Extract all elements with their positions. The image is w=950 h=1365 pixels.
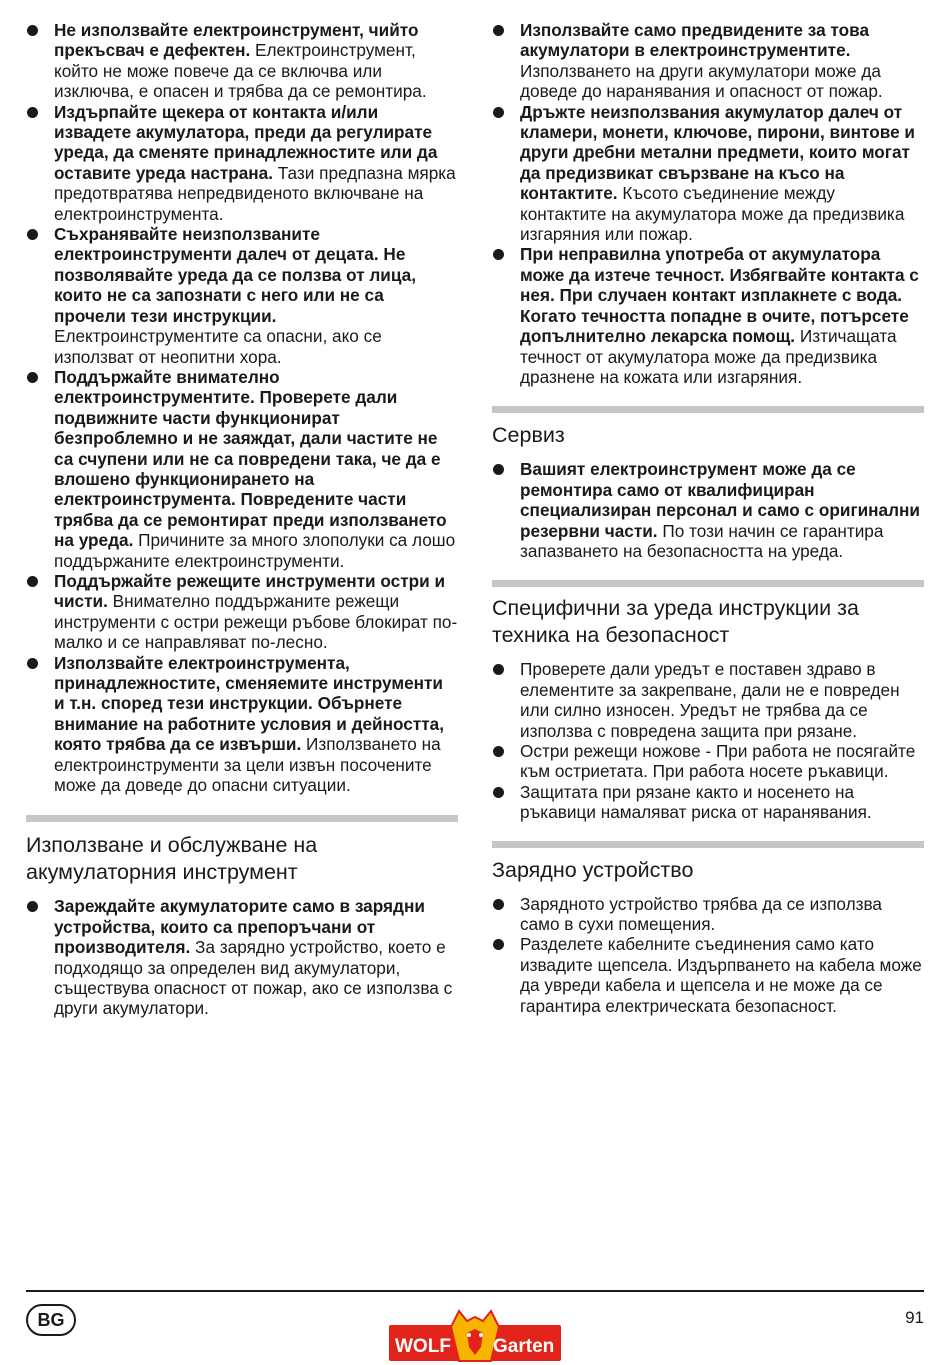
language-badge: BG xyxy=(26,1304,76,1336)
left-bullet-list xyxy=(26,20,458,795)
list-item: Зарядното устройство трябва да се използва само в сухи помещения. xyxy=(492,894,924,935)
bullet-icon xyxy=(493,746,504,757)
list-item: Не използвайте електроинструмент, чийто прекъсвач е дефектен. Електроинструмент, който не може повече да се включва или изключва, е опасен и трябва да се ремонтира. xyxy=(26,20,458,102)
list-item: Защитата при рязане както и носенето на ръкавици намаляват риска от наранявания. xyxy=(492,782,924,823)
section-title-service: Сервиз xyxy=(492,423,565,448)
bullet-icon xyxy=(27,107,38,118)
list-item: Дръжте неизползвания акумулатор далеч от кламери, монети, ключове, пирони, винтове и други дребни метални предмети, които могат да предизвикат свързване на късо на контактите. Късото съединение между контактите на акумулатора може да предизвика изгаряния или пожар. xyxy=(492,102,924,245)
bullet-icon xyxy=(27,25,38,36)
list-item: Поддържайте внимателно електроинструментите. Проверете дали подвижните части функционират безпроблемно и не заяждат, дали частите не са счупени или не са повредени така, че да е влошено функционирането на електроинструмента. Повредените части трябва да се ремонтират преди използването на уреда. Причините за много злополуки са лошо поддържаните електроинструменти. xyxy=(26,367,458,571)
list-item: Използвайте електроинструмента, принадлежностите, сменяемите инструменти и т.н. според тези инструкции. Обърнете внимание на работните условия и дейността, която трябва да се извърши. Използването на електроинструменти за цели извън посочените може да доведе до опасни ситуации. xyxy=(26,653,458,796)
list-item: Използвайте само предвидените за това акумулатори в електроинструментите. Използването на други акумулатори може да доведе до наранявания и опасност от пожар. xyxy=(492,20,924,102)
footer-divider xyxy=(26,1290,924,1292)
section-divider xyxy=(492,580,924,587)
list-item: Вашият електроинструмент може да се ремонтира само от квалифициран специализиран персонал и само с оригинални резервни части. По този начин се гарантира запазването на безопасността на уреда. xyxy=(492,459,924,561)
bullet-icon xyxy=(493,939,504,950)
section-divider xyxy=(492,406,924,413)
list-item: Поддържайте режещите инструменти остри и чисти. Внимателно поддържаните режещи инструменти с остри режещи ръбове блокират по-малко и се направляват по-лесно. xyxy=(26,571,458,653)
list-item: Остри режещи ножове - При работа не посягайте към остриетата. При работа носете ръкавици. xyxy=(492,741,924,782)
bullet-icon xyxy=(493,249,504,260)
bullet-icon xyxy=(493,787,504,798)
section-title-battery: Използване и обслужване на акумулаторния инструмент xyxy=(26,833,318,885)
section-divider xyxy=(492,841,924,848)
left-column xyxy=(26,20,458,1019)
specific-bullet-list xyxy=(492,659,924,822)
section-title-specific: Специфични за уреда инструкции за техника на безопасност xyxy=(492,596,859,648)
wolf-garten-logo xyxy=(389,1305,561,1363)
section-title-charger: Зарядно устройство xyxy=(492,857,694,882)
bullet-icon xyxy=(493,899,504,910)
logo-text-garten: Garten xyxy=(493,1336,555,1357)
bullet-icon xyxy=(27,658,38,669)
battery-bullet-list xyxy=(26,896,458,1018)
logo-wolf-eye-left-icon xyxy=(467,1333,471,1337)
service-bullet-list xyxy=(492,459,924,561)
bullet-icon xyxy=(493,664,504,675)
bullet-icon xyxy=(27,901,38,912)
list-item: Зареждайте акумулаторите само в зарядни устройства, които са препоръчани от производителя. За зарядно устройство, което е подходящо за определен вид акумулатори, съществува опасност от пожар, ако се използва с други акумулатори. xyxy=(26,896,458,1018)
right-column xyxy=(492,20,924,1016)
charger-bullet-list xyxy=(492,894,924,1016)
bullet-icon xyxy=(27,372,38,383)
list-item: Разделете кабелните съединения само като извадите щепсела. Издърпването на кабела може да увреди кабела и щепсела и не може да се гарантира електрическата безопасност. xyxy=(492,934,924,1016)
page-number: 91 xyxy=(905,1308,924,1327)
bullet-icon xyxy=(27,229,38,240)
right-bullet-list xyxy=(492,20,924,387)
logo-wolf-eye-right-icon xyxy=(479,1333,483,1337)
bullet-icon xyxy=(493,107,504,118)
bullet-icon xyxy=(493,25,504,36)
logo-text-wolf: WOLF xyxy=(395,1336,451,1357)
list-item: Издърпайте щекера от контакта и/или извадете акумулатора, преди да регулирате уреда, да сменяте принадлежностите или да оставите уреда настрана. Тази предпазна мярка предотвратява непредвиденото включване на електроинструмента. xyxy=(26,102,458,224)
section-divider xyxy=(26,815,458,822)
list-item: При неправилна употреба от акумулатора може да изтече течност. Избягвайте контакта с нея. При случаен контакт изплакнете с вода. Когато течността попадне в очите, потърсете допълнително лекарска помощ. Изтичащата течност от акумулатора може да предизвика дразнене на кожата или изгаряния. xyxy=(492,244,924,387)
list-item: Съхранявайте неизползваните електроинструменти далеч от децата. Не позволявайте уреда да се ползва от лица, които не са запознати с него или не са прочели тези инструкции. Електроинструментите са опасни, ако се използват от неопитни хора. xyxy=(26,224,458,367)
list-item: Проверете дали уредът е поставен здраво в елементите за закрепване, дали не е повреден или силно износен. Уредът не трябва да се използва с повредена защита при рязане. xyxy=(492,659,924,741)
bullet-icon xyxy=(27,576,38,587)
bullet-icon xyxy=(493,464,504,475)
